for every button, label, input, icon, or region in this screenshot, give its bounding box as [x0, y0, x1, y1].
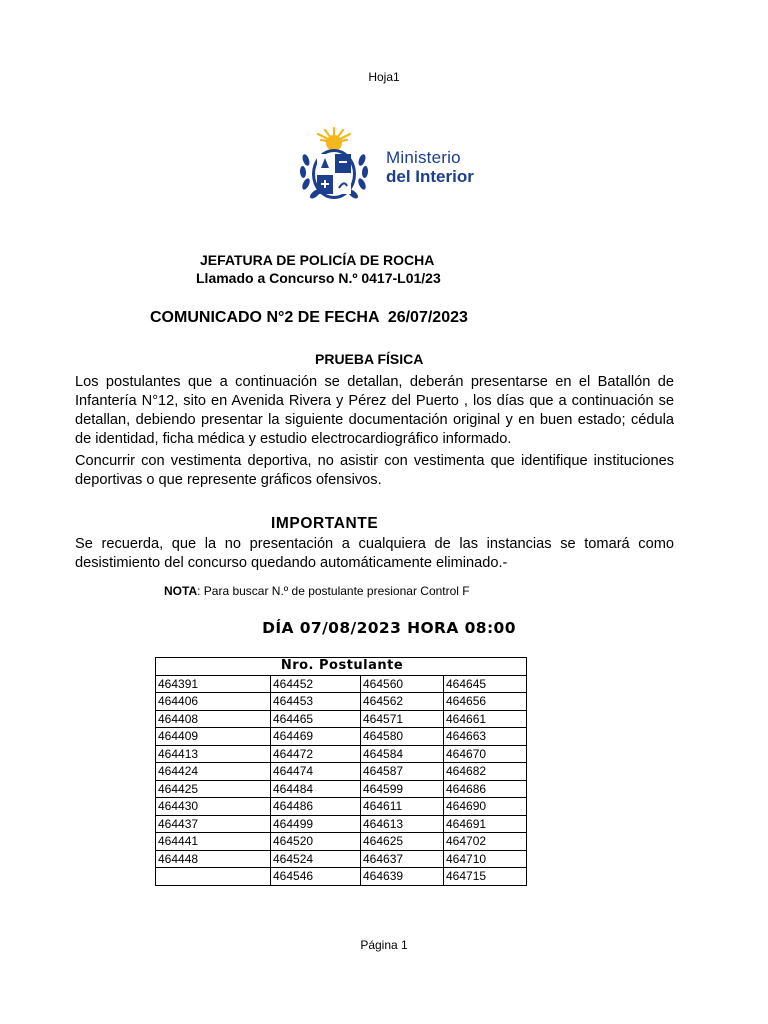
jefatura-heading: JEFATURA DE POLICÍA DE ROCHA: [200, 252, 435, 268]
table-cell: 464702: [444, 833, 527, 851]
table-cell: 464639: [361, 868, 444, 886]
table-cell: 464562: [361, 693, 444, 711]
table-cell: 464437: [156, 815, 271, 833]
table-row: [156, 728, 527, 746]
table-cell: 464474: [271, 763, 361, 781]
important-heading: IMPORTANTE: [271, 515, 379, 532]
table-cell: 464560: [361, 675, 444, 693]
table-cell: 464524: [271, 850, 361, 868]
table-cell: 464406: [156, 693, 271, 711]
concurso-heading: Llamado a Concurso N.º 0417-L01/23: [196, 270, 441, 286]
search-note: [164, 584, 470, 598]
table-cell: 464413: [156, 745, 271, 763]
instructions-paragraph: Los postulantes que a continuación se detallan, deberán presentarse en el Batallón de Infantería N°12, sito en Avenida Rivera y Pérez del Puerto , los días que a continuación se detallan, debiendo presentar la siguiente documentación original y en buen estado; cédula de identidad, ficha médica y estudio electrocardiográfico informado.: [75, 374, 674, 447]
note-text: : Para buscar N.º de postulante presionar Control F: [197, 584, 470, 598]
table-cell: 464715: [444, 868, 527, 886]
table-cell: 464663: [444, 728, 527, 746]
table-row: [156, 780, 527, 798]
logo-line-2: del Interior: [386, 167, 474, 186]
table-row: [156, 833, 527, 851]
attire-paragraph: Concurrir con vestimenta deportiva, no asistir con vestimenta que identifique instituciones deportivas o que represente gráficos ofensivos.: [75, 453, 674, 488]
table-cell: 464656: [444, 693, 527, 711]
table-cell: 464484: [271, 780, 361, 798]
table-cell: 464645: [444, 675, 527, 693]
table-cell: 464499: [271, 815, 361, 833]
coat-of-arms-icon: [294, 126, 374, 208]
table-cell: 464580: [361, 728, 444, 746]
table-row: [156, 763, 527, 781]
table-cell: 464682: [444, 763, 527, 781]
table-cell: 464691: [444, 815, 527, 833]
table-header: Nro. Postulante: [156, 658, 527, 676]
table-cell: 464587: [361, 763, 444, 781]
table-header-row: [156, 658, 527, 676]
table-cell: 464520: [271, 833, 361, 851]
table-cell: 464613: [361, 815, 444, 833]
ministerio-logo: [294, 126, 494, 208]
note-label: NOTA: [164, 584, 198, 598]
table-cell: 464453: [271, 693, 361, 711]
table-row: [156, 815, 527, 833]
table-cell: 464571: [361, 710, 444, 728]
table-row: [156, 710, 527, 728]
table-body: [156, 675, 527, 885]
table-cell: 464469: [271, 728, 361, 746]
table-cell: 464452: [271, 675, 361, 693]
table-cell: 464424: [156, 763, 271, 781]
table-cell: 464430: [156, 798, 271, 816]
prueba-fisica-heading: PRUEBA FÍSICA: [315, 351, 424, 367]
table-cell: 464670: [444, 745, 527, 763]
table-row: [156, 693, 527, 711]
table-cell: 464486: [271, 798, 361, 816]
table-cell: 464611: [361, 798, 444, 816]
table-cell: 464625: [361, 833, 444, 851]
table-cell: 464408: [156, 710, 271, 728]
logo-line-1: Ministerio: [386, 148, 461, 167]
schedule-heading: DÍA 07/08/2023 HORA 08:00: [262, 619, 516, 637]
table-cell: 464686: [444, 780, 527, 798]
table-row: [156, 798, 527, 816]
table-cell: 464584: [361, 745, 444, 763]
logo-text: [386, 148, 474, 186]
table-cell: [156, 868, 271, 886]
table-cell: 464448: [156, 850, 271, 868]
table-cell: 464441: [156, 833, 271, 851]
table-row: [156, 868, 527, 886]
comunicado-heading: COMUNICADO N°2 DE FECHA 26/07/2023: [150, 309, 468, 326]
table-cell: 464690: [444, 798, 527, 816]
table-cell: 464391: [156, 675, 271, 693]
table-cell: 464661: [444, 710, 527, 728]
table-row: [156, 850, 527, 868]
sheet-title: Hoja1: [368, 70, 400, 84]
table-cell: 464710: [444, 850, 527, 868]
important-paragraph: Se recuerda, que la no presentación a cualquiera de las instancias se tomará como desistimiento del concurso quedando automáticamente eliminado.-: [75, 536, 674, 571]
table-row: [156, 675, 527, 693]
applicants-table: [155, 657, 527, 886]
table-cell: 464425: [156, 780, 271, 798]
table-cell: 464472: [271, 745, 361, 763]
table-cell: 464465: [271, 710, 361, 728]
table-cell: 464546: [271, 868, 361, 886]
table-row: [156, 745, 527, 763]
table-cell: 464599: [361, 780, 444, 798]
table-cell: 464409: [156, 728, 271, 746]
page-footer: Página 1: [360, 938, 408, 952]
table-cell: 464637: [361, 850, 444, 868]
